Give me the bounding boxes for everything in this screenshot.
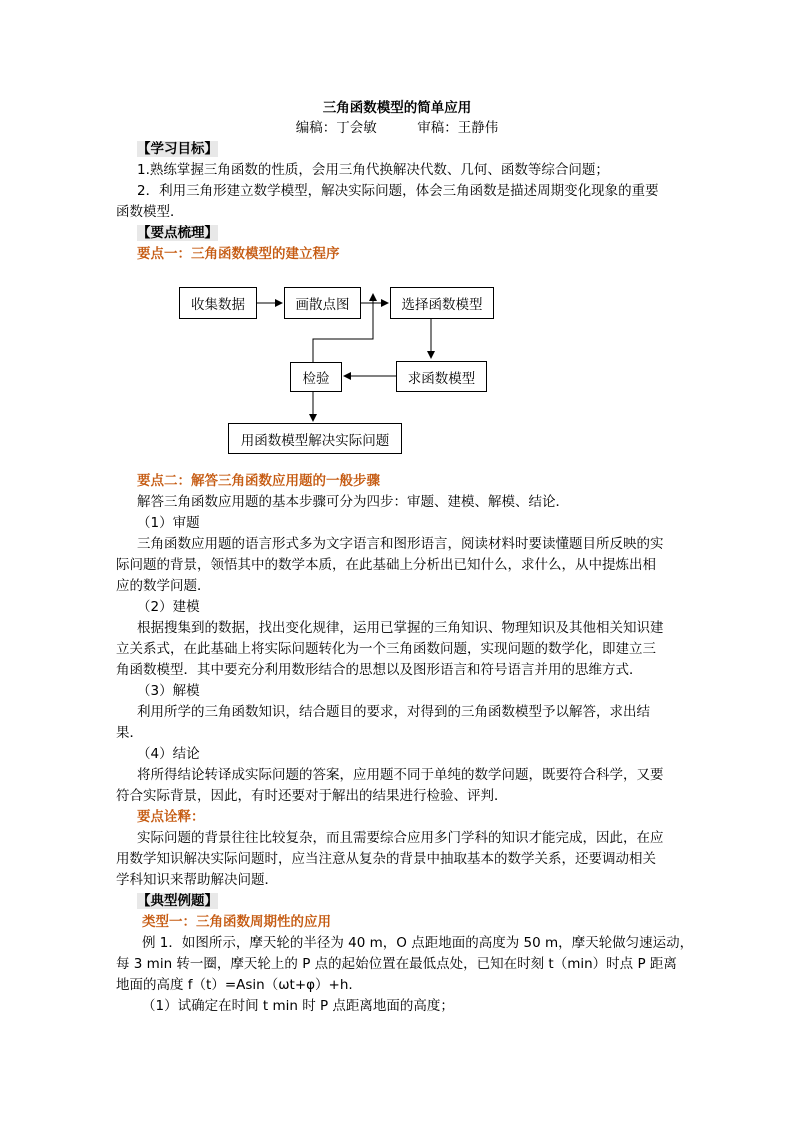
example1-line-1: 例 1．如图所示，摩天轮的半径为 40 m，O 点距地面的高度为 50 m，摩天轮做匀速运动， <box>142 935 694 951</box>
flow-box-verify: 检验 <box>290 362 342 392</box>
step2-line-2: 立关系式，在此基础上将实际问题转化为一个三角函数问题，实现问题的数学化，即建立三 <box>116 641 656 657</box>
flow-box-solve: 求函数模型 <box>396 361 487 392</box>
examples-heading: 【典型例题】 <box>137 893 218 909</box>
point1-heading: 要点一：三角函数模型的建立程序 <box>137 246 340 262</box>
flow-box-collect: 收集数据 <box>179 287 257 319</box>
explain-line-3: 学科知识来帮助解决问题． <box>116 872 278 888</box>
example1-question-1: （1）试确定在时间 t min 时 P 点距离地面的高度； <box>142 998 454 1014</box>
goal-2-line-2: 函数模型． <box>116 204 184 220</box>
step1-label: （1）审题 <box>137 515 200 531</box>
example1-line-3: 地面的高度 f（t）=Asin（ωt+φ）+h. <box>116 977 353 993</box>
step1-line-3: 应的数学问题． <box>116 578 211 594</box>
goal-2-line-1: 2．利用三角形建立数学模型，解决实际问题，体会三角函数是描述周期变化现象的重要 <box>137 183 659 199</box>
step1-line-1: 三角函数应用题的语言形式多为文字语言和图形语言，阅读材料时要读懂题目所反映的实 <box>137 536 664 552</box>
type1-heading: 类型一：三角函数周期性的应用 <box>142 914 331 930</box>
point2-intro: 解答三角函数应用题的基本步骤可分为四步：审题、建模、解模、结论． <box>137 494 569 510</box>
flow-box-scatter: 画散点图 <box>284 287 361 319</box>
flow-box-select: 选择函数模型 <box>390 287 494 319</box>
points-heading: 【要点梳理】 <box>137 225 218 241</box>
goal-1: 1.熟练掌握三角函数的性质，会用三角代换解决代数、几何、函数等综合问题； <box>137 162 609 178</box>
step3-line-1: 利用所学的三角函数知识，结合题目的要求，对得到的三角函数模型予以解答，求出结 <box>137 704 650 720</box>
doc-title: 三角函数模型的简单应用 <box>322 100 472 116</box>
flow-box-apply: 用函数模型解决实际问题 <box>228 423 402 454</box>
point2-heading: 要点二：解答三角函数应用题的一般步骤 <box>137 473 380 489</box>
step1-line-2: 际问题的背景，领悟其中的数学本质，在此基础上分析出已知什么，求什么，从中提炼出相 <box>116 557 656 573</box>
step4-line-1: 将所得结论转译成实际问题的答案，应用题不同于单纯的数学问题，既要符合科学，又要 <box>137 767 664 783</box>
step2-line-1: 根据搜集到的数据，找出变化规律，运用已掌握的三角知识、物理知识及其他相关知识建 <box>137 620 664 636</box>
goals-heading: 【学习目标】 <box>137 141 218 157</box>
explain-heading: 要点诠释： <box>137 809 205 825</box>
step3-label: （3）解模 <box>137 683 200 699</box>
step2-label: （2）建模 <box>137 599 200 615</box>
step3-line-2: 果． <box>116 725 143 741</box>
doc-editors: 编稿：丁会敏 审稿：王静伟 <box>295 120 499 136</box>
step4-label: （4）结论 <box>137 746 200 762</box>
example1-line-2: 每 3 min 转一圈，摩天轮上的 P 点的起始位置在最低点处，已知在时刻 t（min）时点 P 距离 <box>116 956 677 972</box>
step2-line-3: 角函数模型．其中要充分利用数形结合的思想以及图形语言和符号语言并用的思维方式． <box>116 662 643 678</box>
step4-line-2: 符合实际背景，因此，有时还要对于解出的结果进行检验、评判． <box>116 788 508 804</box>
explain-line-1: 实际问题的背景往往比较复杂，而且需要综合应用多门学科的知识才能完成，因此，在应 <box>137 830 664 846</box>
explain-line-2: 用数学知识解决实际问题时，应当注意从复杂的背景中抽取基本的数学关系，还要调动相关 <box>116 851 656 867</box>
